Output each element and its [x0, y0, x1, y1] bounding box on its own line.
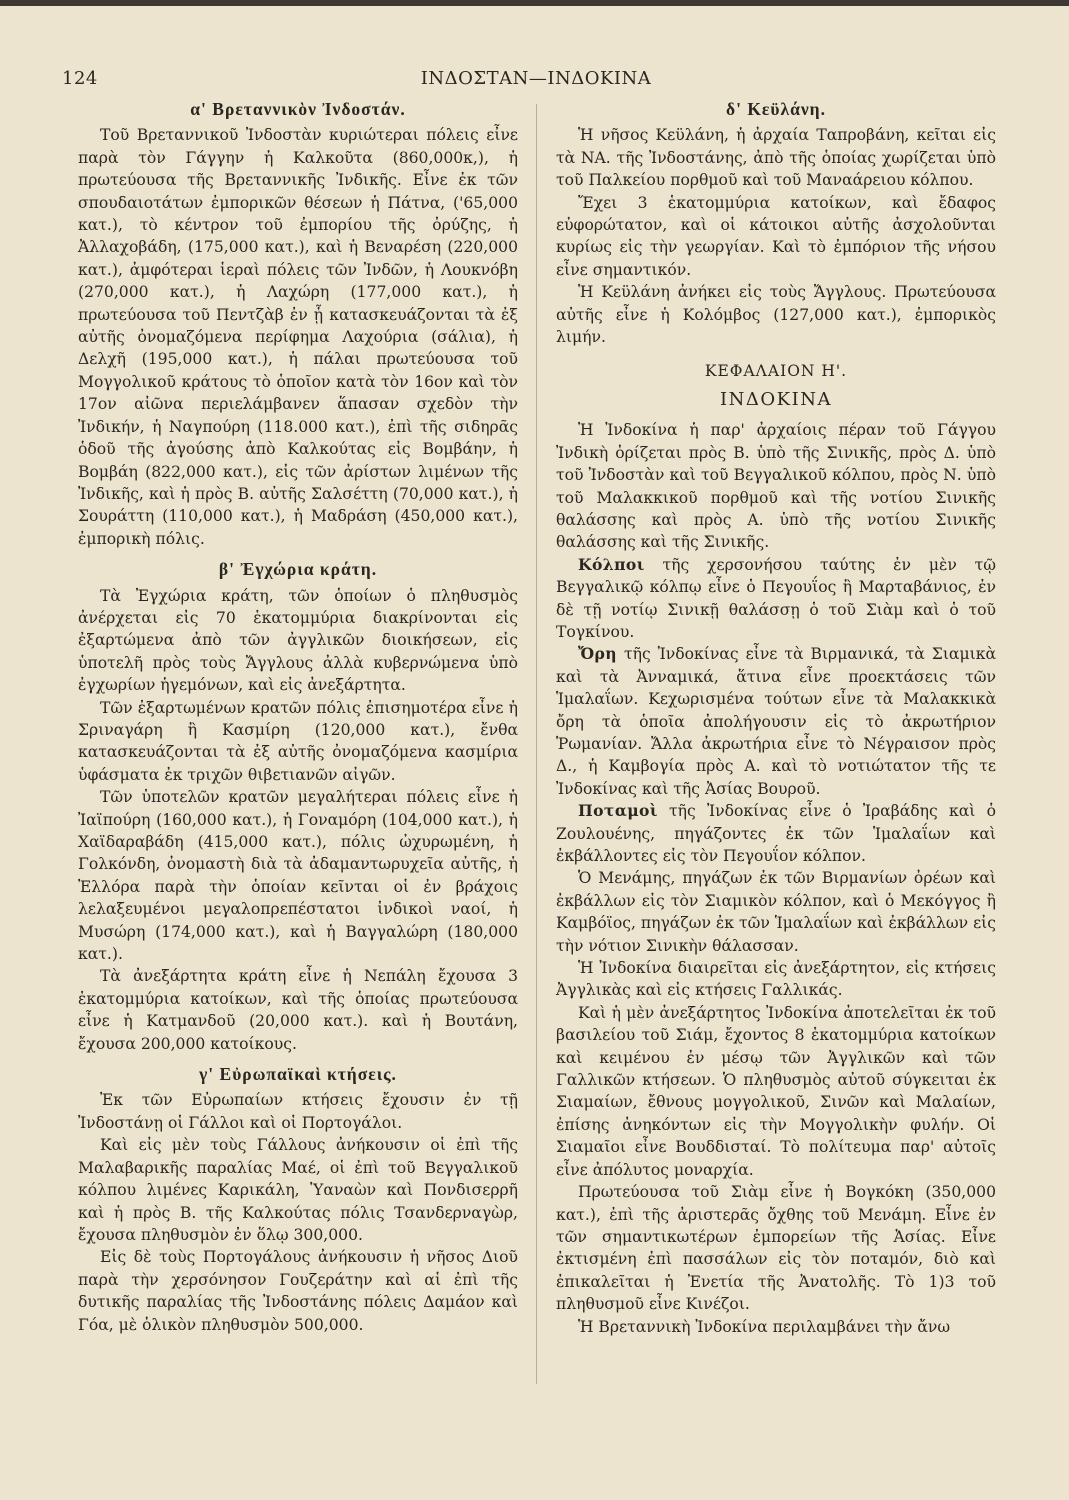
paragraph: Ὁ Μενάμης, πηγάζων ἐκ τῶν Βιρμανίων ὀρέων καὶ ἐκβάλλων εἰς τὸν Σιαμικὸν κόλπον, καὶ ὁ Μεκόγγος ἢ Καμβόϊος, πηγάζων ἐκ τῶν Ἱμαλαΐων καὶ ἐκβάλλων εἰς τὴν νότιον Σινικὴν θάλασσαν.: [556, 869, 996, 955]
run-in-heading: Κόλποι: [578, 554, 645, 574]
running-title: ΙΝΔΟΣΤΑΝ—ΙΝΔΟΚΙΝΑ: [420, 68, 652, 89]
paragraph-rivers: [556, 800, 996, 867]
paragraph: Τῶν ὑποτελῶν κρατῶν μεγαλήτεραι πόλεις εἶνε ἡ Ἰαϊπούρη (160,000 κατ.), ἡ Γοναμόρη (104,000 κατ.), ἡ Χαϊδαραβάδη (415,000 κατ.), πόλις ὠχυρωμένη, ἡ Γολκόνδη, ὀνομαστὴ διὰ τὰ ἀδαμαντωρυχεῖα αὐτῆς, ἡ Ἐλλόρα παρὰ τὴν ὁποίαν κεῖνται οἱ ἐν βράχοις λελαξευμένοι μεγαλοπρεπέστατοι ἰνδικοὶ ναοί, ἡ Μυσώρη (174,000 κατ.), καὶ ἡ Βαγγαλώρη (180,000 κατ.).: [78, 788, 518, 964]
chapter-title: ΙΝΔΟΚΙΝΑ: [720, 388, 832, 410]
paragraph: Ἡ νῆσος Κεϋλάνη, ἡ ἀρχαία Ταπροβάνη, κεῖται εἰς τὰ ΝΑ. τῆς Ἰνδοστάνης, ἀπὸ τῆς ὁποίας χωρίζεται ὑπὸ τοῦ Παλκείου πορθμοῦ καὶ τοῦ Μαναάρειου κόλπου.: [556, 126, 996, 190]
paragraph: Ἐκ τῶν Εὐρωπαίων κτήσεις ἔχουσιν ἐν τῇ Ἰνδοστάνῃ οἱ Γάλλοι καὶ οἱ Πορτογάλοι.: [78, 1091, 518, 1132]
column-divider: [536, 104, 537, 1384]
left-column: [78, 98, 518, 1336]
paragraph-text: τῆς Ἰνδοκίνας εἶνε τὰ Βιρμανικά, τὰ Σιαμικὰ καὶ τὰ Ἀνναμικά, ἅτινα εἶνε προεκτάσεις τῶν Ἱμαλαΐων. Κεχωρισμένα τούτων εἶνε τὰ Μαλακκικὰ ὄρη τὰ ὁποῖα ἀπολήγουσιν εἰς τὸ ἀκρωτήριον Ῥωμανίαν. Ἄλλα ἀκρωτήρια εἶνε τὸ Νέγραισον πρὸς Δ., ἡ Καμβογία πρὸς Α. καὶ τὸ νοτιώτατον τῆς τε Ἰνδοκίνας καὶ τῆς Ἀσίας Βουροῦ.: [556, 645, 996, 798]
paragraph: Τοῦ Βρεταννικοῦ Ἰνδοστὰν κυριώτεραι πόλεις εἶνε παρὰ τὸν Γάγγην ἡ Καλκοῦτα (860,000κ,), ἡ πρωτεύουσα τῆς Βρεταννικῆς Ἰνδικῆς. Εἶνε ἐκ τῶν σπουδαιοτάτων ἐμπορικῶν θέσεων ἡ Πάτνα, ('65,000 κατ.), τὸ κέντρον τοῦ ἐμπορίου τῆς ὀρύζης, ἡ Ἀλλαχοβάδη, (175,000 κατ.), καὶ ἡ Βεναρέση (220,000 κατ.), ἀμφότεραι ἱεραὶ πόλεις τῶν Ἰνδῶν, ἡ Λουκνόβη (270,000 κατ.), ἡ Λαχώρη (177,000 κατ.), ἡ πρωτεύουσα τοῦ Πεντζὰβ ἐν ᾗ κατασκευάζονται τὰ ἐξ αὐτῆς ὀνομαζόμενα περίφημα Λαχούρια (σάλια), ἡ Δελχῆ (195,000 κατ.), ἡ πάλαι πρωτεύουσα τοῦ Μογγολικοῦ κράτους τὸ ὁποῖον κατὰ τὸν 16ον καὶ τὸν 17ον αἰῶνα περιελάμβανεν ἅπασαν σχεδὸν τὴν Ἰνδικήν, ἡ Ναγπούρη (118.000 κατ.), ἐπὶ τῆς σιδηρᾶς ὁδοῦ τῆς ἀγούσης ἀπὸ Καλκούτας εἰς Βομβάην, ἡ Βομβάη (822,000 κατ.), εἰς τῶν ἀρίστων λιμένων τῆς Ἰνδικῆς, καὶ ἡ πρὸς Β. αὐτῆς Σαλσέττη (70,000 κατ.), ἡ Σουράττη (110,000 κατ.), ἡ Μαδράση (450,000 κατ.), ἐμπορικὴ πόλις.: [78, 126, 518, 548]
paragraph: Καὶ ἡ μὲν ἀνεξάρτητος Ἰνδοκίνα ἀποτελεῖται ἐκ τοῦ βασιλείου τοῦ Σιάμ, ἔχοντος 8 ἑκατομμύρια κατοίκων καὶ κειμένου ἐν μέσῳ τῶν Ἀγγλικῶν καὶ τῶν Γαλλικῶν κτήσεων. Ὁ πληθυσμὸς αὐτοῦ σύγκειται ἐκ Σιαμαίων, ἔθνους μογγολικοῦ, Σινῶν καὶ Μαλαίων, ἐπίσης ἀνηκόντων εἰς τὴν Μογγολικὴν φυλήν. Οἱ Σιαμαῖοι εἶνε Βουδδισταί. Τὸ πολίτευμα παρ' αὐτοῖς εἶνε ἀπόλυτος μοναρχία.: [556, 1003, 996, 1179]
paragraph-text: τῆς Ἰνδοκίνας εἶνε ὁ Ἰραβάδης καὶ ὁ Ζουλουένης, πηγάζοντες ἐκ τῶν Ἱμαλαΐων καὶ ἐκβάλλοντες εἰς τὸν Πεγουΐον κόλπον.: [556, 802, 996, 865]
section-heading-british-indostan: α' Βρεταννικὸν Ἰνδοστάν.: [190, 99, 406, 119]
right-column: [556, 98, 996, 1338]
run-in-heading: Ποταμοὶ: [578, 801, 658, 821]
page-number: 124: [62, 68, 98, 89]
paragraph: Τῶν ἐξαρτωμένων κρατῶν πόλις ἐπισημοτέρα εἶνε ἡ Σριναγάρη ἢ Κασμίρη (120,000 κατ.), ἔνθα κατασκευάζονται τὰ ἐξ αὐτῆς ὀνομαζόμενα κασμίρια ὑφάσματα ἐκ τριχῶν θιβετιανῶν αἰγῶν.: [78, 698, 518, 784]
section-heading-european-possessions: γ' Εὐρωπαϊκαὶ κτήσεις.: [199, 1064, 397, 1085]
paragraph: Τὰ Ἐγχώρια κράτη, τῶν ὁποίων ὁ πληθυσμὸς ἀνέρχεται εἰς 70 ἑκατομμύρια διακρίνονται εἰς ἐξαρτώμενα ἀπὸ τῶν ἀγγλικῶν διοικήσεων, εἰς ὑποτελῆ πρὸς τοὺς Ἄγγλους ἀλλὰ κυβερνώμενα ὑπὸ ἐγχωρίων ἡγεμόνων, καὶ εἰς ἀνεξάρτητα.: [78, 586, 518, 695]
paragraph: Ἡ Ἰνδοκίνα διαιρεῖται εἰς ἀνεξάρτητον, εἰς κτήσεις Ἀγγλικὰς καὶ εἰς κτήσεις Γαλλικάς.: [556, 959, 996, 1000]
paragraph: Τὰ ἀνεξάρτητα κράτη εἶνε ἡ Νεπάλη ἔχουσα 3 ἑκατομμύρια κατοίκων, καὶ τῆς ὁποίας πρωτεύουσα εἶνε ἡ Κατμανδοῦ (20,000 κατ.). καὶ ἡ Βουτάνη, ἔχουσα 200,000 κατοίκους.: [78, 967, 518, 1053]
page-header: [62, 68, 1010, 98]
paragraph-gulfs: [556, 554, 996, 644]
paragraph: Καὶ εἰς μὲν τοὺς Γάλλους ἀνήκουσιν οἱ ἐπὶ τῆς Μαλαβαρικῆς παραλίας Μαέ, οἱ ἐπὶ τοῦ Βεγγαλικοῦ κόλπου λιμένες Καρικάλη, Ὑαναὼν καὶ Πονδισερρῆ καὶ ἡ πρὸς Β. τῆς Καλκούτας πόλις Τσανδερναγὼρ, ἔχουσα πληθυσμὸν ἐν ὅλῳ 300,000.: [78, 1136, 518, 1244]
top-edge-band: [0, 0, 1069, 6]
paragraph: Ἡ Ἰνδοκίνα ἡ παρ' ἀρχαίοις πέραν τοῦ Γάγγου Ἰνδικὴ ὁρίζεται πρὸς Β. ὑπὸ τῆς Σινικῆς, πρὸς Δ. ὑπὸ τοῦ Ἰνδοστὰν καὶ τοῦ Βεγγαλικοῦ κόλπου, πρὸς Ν. ὑπὸ τοῦ Μαλακκικοῦ πορθμοῦ καὶ τῆς νοτίου Σινικῆς θαλάσσης καὶ πρὸς Α. ὑπὸ τῆς νοτίου Σινικῆς θαλάσσης καὶ τῆς Σινικῆς.: [556, 421, 996, 552]
paragraph: Ἔχει 3 ἑκατομμύρια κατοίκων, καὶ ἔδαφος εὐφορώτατον, καὶ οἱ κάτοικοι αὐτῆς ἀσχολοῦνται κυρίως εἰς τὴν γεωργίαν. Καὶ τὸ ἐμπόριον τῆς νήσου εἶνε σημαντικόν.: [556, 193, 996, 279]
paragraph-text: τῆς χερσονήσου ταύτης ἐν μὲν τῷ Βεγγαλικῷ κόλπῳ εἶνε ὁ Πεγουΐος ἢ Μαρταβάνιος, ἐν δὲ τῇ νοτίῳ Σινικῇ θαλάσσῃ ὁ τοῦ Σιὰμ καὶ ὁ τοῦ Τογκίνου.: [556, 555, 996, 641]
chapter-label: ΚΕΦΑΛΑΙΟΝ Η'.: [704, 362, 848, 381]
paragraph: Πρωτεύουσα τοῦ Σιὰμ εἶνε ἡ Βογκόκη (350,000 κατ.), ἐπὶ τῆς ἀριστερᾶς ὄχθης τοῦ Μενάμη. Εἶνε ἐν τῶν σημαντικωτέρων ἐμπορείων τῆς Ἀσίας. Εἶνε ἐκτισμένη ἐπὶ πασσάλων εἰς τὸν ποταμόν, διὸ καὶ ἐπικαλεῖται ἡ Ἐνετία τῆς Ἀνατολῆς. Τὸ 1)3 τοῦ πληθυσμοῦ εἶνε Κινέζοι.: [556, 1183, 996, 1314]
paragraph-mountains: [556, 643, 996, 800]
run-in-heading: Ὄρη: [578, 644, 618, 664]
paragraph: Ἡ Βρεταννικὴ Ἰνδοκίνα περιλαμβάνει τὴν ἄνω: [578, 1317, 951, 1336]
section-heading-ceylon: δ' Κεϋλάνη.: [726, 99, 826, 119]
section-heading-native-states: β' Ἐγχώρια κράτη.: [218, 559, 378, 580]
paragraph: Εἰς δὲ τοὺς Πορτογάλους ἀνήκουσιν ἡ νῆσος Διοῦ παρὰ τὴν χερσόνησον Γουζεράτην καὶ αἱ ἐπὶ τῆς δυτικῆς παραλίας τῆς Ἰνδοστάνης πόλεις Δαμάον καὶ Γόα, μὲ ὁλικὸν πληθυσμὸν 500,000.: [78, 1248, 518, 1334]
paragraph: Ἡ Κεϋλάνη ἀνήκει εἰς τοὺς Ἄγγλους. Πρωτεύουσα αὐτῆς εἶνε ἡ Κολόμβος (127,000 κατ.), ἐμπορικὸς λιμήν.: [556, 283, 996, 347]
